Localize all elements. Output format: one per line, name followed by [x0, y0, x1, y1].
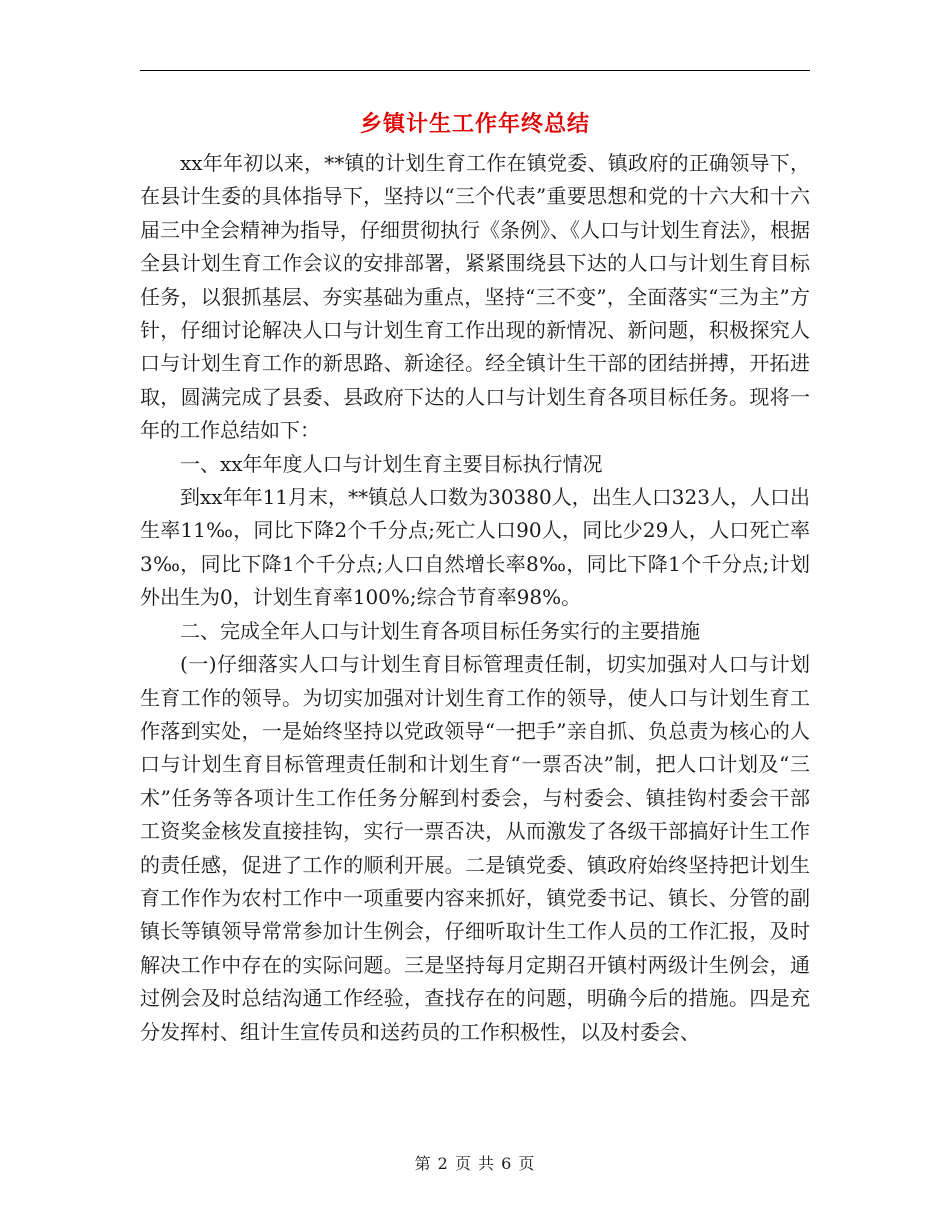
document-title: 乡镇计生工作年终总结	[359, 111, 590, 137]
paragraph-measures: (一)仔细落实人口与计划生育目标管理责任制，切实加强对人口与计划生育工作的领导。为切实加强对计划生育工作的领导，使人口与计划生育工作落到实处，一是始终坚持以党政领导“一把手”亲自抓、负总责为核心的人口与计划生育目标管理责任制和计划生育“一票否决”制，把人口计划及“三术”任务等各项计生工作任务分解到村委会，与村委会、镇挂钩村委会干部工资奖金核发直接挂钩，实行一票否决，从而激发了各级干部搞好计生工作的责任感，促进了工作的顺利开展。二是镇党委、镇政府始终坚持把计划生育工作作为农村工作中一项重要内容来抓好，镇党委书记、镇长、分管的副镇长等镇领导常常参加计生例会，仔细听取计生工作人员的工作汇报，及时解决工作中存在的实际问题。三是坚持每月定期召开镇村两级计生例会，通过例会及时总结沟通工作经验，查找存在的问题，明确今后的措施。四是充分发挥村、组计生宣传员和送药员的工作积极性，以及村委会、	[140, 652, 810, 1044]
section-heading-2: 二、完成全年人口与计划生育各项目标任务实行的主要措施	[180, 618, 700, 643]
document-body	[140, 147, 810, 1049]
header-rule	[140, 70, 810, 71]
paragraph-statistics: 到xx年年11月末，**镇总人口数为30380人，出生人口323人，人口出生率11‰，同比下降2个千分点;死亡人口90人，同比少29人，人口死亡率3‰，同比下降1个千分点;人口自然增长率8‰，同比下降1个千分点;计划外出生为0，计划生育率100%;综合节育率98%。	[140, 485, 810, 610]
paragraph-intro: xx年年初以来，**镇的计划生育工作在镇党委、镇政府的正确领导下，在县计生委的具体指导下，坚持以“三个代表”重要思想和党的十六大和十六届三中全会精神为指导，仔细贯彻执行《条例》、《人口与计划生育法》，根据全县计划生育工作会议的安排部署，紧紧围绕县下达的人口与计划生育目标任务，以狠抓基层、夯实基础为重点，坚持“三不变”，全面落实“三为主”方针，仔细讨论解决人口与计划生育工作出现的新情况、新问题，积极探究人口与计划生育工作的新思路、新途径。经全镇计生干部的团结拼搏，开拓进取，圆满完成了县委、县政府下达的人口与计划生育各项目标任务。现将一年的工作总结如下：	[140, 151, 810, 443]
page-number: 第 2 页 共 6 页	[414, 1154, 536, 1173]
section-heading-1: 一、xx年年度人口与计划生育主要目标执行情况	[180, 451, 603, 476]
